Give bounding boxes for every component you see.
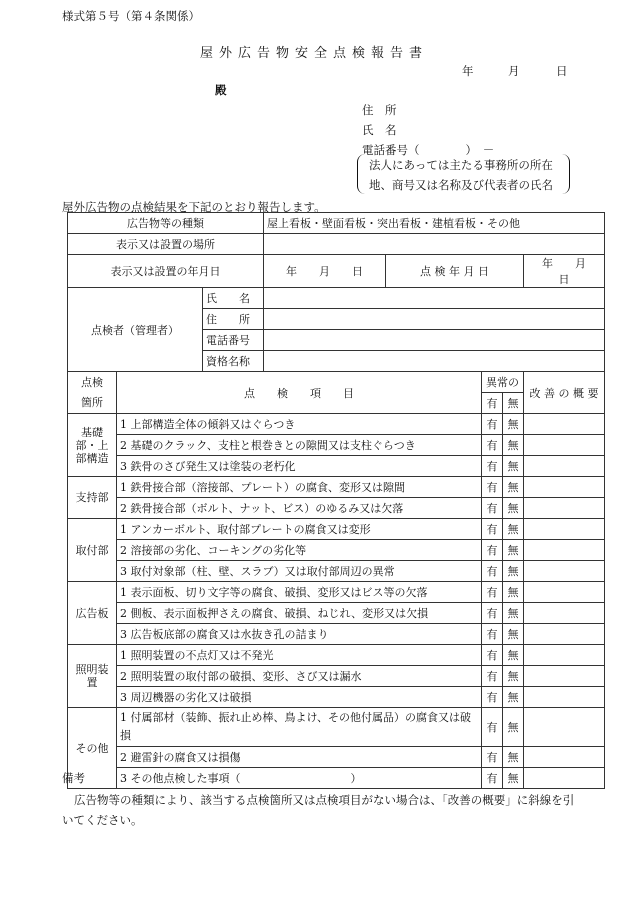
item-row: [68, 414, 605, 435]
item-row: [68, 603, 605, 624]
improvement-summary-cell[interactable]: [524, 540, 605, 561]
inspect-date-value[interactable]: 年 月 日: [524, 255, 605, 288]
item-row: [68, 456, 605, 477]
item-text: 1 鉄骨接合部（溶接部、プレート）の腐食、変形又は隙間: [117, 477, 482, 498]
item-row: [68, 747, 605, 768]
no-checkbox[interactable]: 無: [503, 561, 524, 582]
section-name: 支持部: [68, 477, 117, 519]
no-checkbox[interactable]: 無: [503, 645, 524, 666]
improvement-summary-cell[interactable]: [524, 708, 605, 747]
improvement-summary-cell[interactable]: [524, 687, 605, 708]
inspector-address-value[interactable]: [264, 309, 605, 330]
improvement-summary-cell[interactable]: [524, 645, 605, 666]
inspector-field-phone: 電話番号: [203, 330, 264, 351]
section-name: 基礎部・上部構造: [68, 414, 117, 477]
no-checkbox[interactable]: 無: [503, 708, 524, 747]
no-checkbox[interactable]: 無: [503, 747, 524, 768]
no-checkbox[interactable]: 無: [503, 456, 524, 477]
date-month: 月: [508, 64, 520, 78]
inspector-phone-value[interactable]: [264, 330, 605, 351]
item-row: [68, 561, 605, 582]
no-checkbox[interactable]: 無: [503, 477, 524, 498]
item-text: 2 溶接部の劣化、コーキングの劣化等: [117, 540, 482, 561]
notes-heading: 備考: [62, 771, 85, 785]
report-date: [462, 63, 568, 79]
date-year: 年: [462, 64, 474, 78]
section-name: その他: [68, 708, 117, 789]
yes-checkbox[interactable]: 有: [482, 477, 503, 498]
improvement-summary-cell[interactable]: [524, 582, 605, 603]
reporter-address-label: 住 所: [362, 103, 397, 117]
inspector-field-address: 住 所: [203, 309, 264, 330]
no-checkbox[interactable]: 無: [503, 519, 524, 540]
item-text: 2 鉄骨接合部（ボルト、ナット、ビス）のゆるみ又は欠落: [117, 498, 482, 519]
yes-checkbox[interactable]: 有: [482, 645, 503, 666]
item-text: 1 表示面板、切り文字等の腐食、破損、変形又はビス等の欠落: [117, 582, 482, 603]
yes-checkbox[interactable]: 有: [482, 582, 503, 603]
improvement-summary-cell[interactable]: [524, 666, 605, 687]
yes-checkbox[interactable]: 有: [482, 747, 503, 768]
yes-checkbox[interactable]: 有: [482, 666, 503, 687]
item-row: [68, 768, 605, 789]
item-text: 3 周辺機器の劣化又は破損: [117, 687, 482, 708]
improvement-summary-cell[interactable]: [524, 519, 605, 540]
header-item: 点 検 項 目: [117, 372, 482, 414]
no-checkbox[interactable]: 無: [503, 498, 524, 519]
improvement-summary-cell[interactable]: [524, 414, 605, 435]
intro-text: 屋外広告物の点検結果を下記のとおり報告します。: [62, 200, 326, 214]
addressee: 殿: [215, 83, 227, 97]
yes-checkbox[interactable]: 有: [482, 603, 503, 624]
improvement-summary-cell[interactable]: [524, 768, 605, 789]
no-checkbox[interactable]: 無: [503, 414, 524, 435]
item-text: 2 側板、表示面板押さえの腐食、破損、ねじれ、変形又は欠損: [117, 603, 482, 624]
corporate-note-line1: 法人にあっては主たる事務所の所在: [369, 158, 553, 172]
item-row: [68, 582, 605, 603]
item-row: [68, 687, 605, 708]
section-name: 取付部: [68, 519, 117, 582]
section-name: 照明装置: [68, 645, 117, 708]
yes-checkbox[interactable]: 有: [482, 540, 503, 561]
yes-checkbox[interactable]: 有: [482, 435, 503, 456]
item-text: 3 鉄骨のさび発生又は塗装の老朽化: [117, 456, 482, 477]
item-row: [68, 645, 605, 666]
yes-checkbox[interactable]: 有: [482, 624, 503, 645]
yes-checkbox[interactable]: 有: [482, 708, 503, 747]
header-yes: 有: [482, 393, 503, 414]
item-text: 2 照明装置の取付部の破損、変形、さび又は漏水: [117, 666, 482, 687]
inspector-name-value[interactable]: [264, 288, 605, 309]
type-value: 屋上看板・壁面看板・突出看板・建植看板・その他: [264, 213, 605, 234]
location-label: 表示又は設置の場所: [68, 234, 264, 255]
improvement-summary-cell[interactable]: [524, 747, 605, 768]
inspect-date-label: 点 検 年 月 日: [386, 255, 524, 288]
no-checkbox[interactable]: 無: [503, 624, 524, 645]
improvement-summary-cell[interactable]: [524, 561, 605, 582]
item-row: [68, 519, 605, 540]
improvement-summary-cell[interactable]: [524, 498, 605, 519]
yes-checkbox[interactable]: 有: [482, 519, 503, 540]
item-row: [68, 435, 605, 456]
inspection-sections: [68, 414, 605, 789]
item-row: [68, 477, 605, 498]
item-row: [68, 498, 605, 519]
no-checkbox[interactable]: 無: [503, 540, 524, 561]
header-no: 無: [503, 393, 524, 414]
header-place: 点検 箇所: [68, 372, 117, 414]
item-text: 3 取付対象部（柱、壁、スラブ）又は取付部周辺の異常: [117, 561, 482, 582]
no-checkbox[interactable]: 無: [503, 666, 524, 687]
improvement-summary-cell[interactable]: [524, 603, 605, 624]
page-title: 屋外広告物安全点検報告書: [200, 46, 429, 61]
no-checkbox[interactable]: 無: [503, 687, 524, 708]
item-text: 2 避雷針の腐食又は損傷: [117, 747, 482, 768]
yes-checkbox[interactable]: 有: [482, 456, 503, 477]
no-checkbox[interactable]: 無: [503, 582, 524, 603]
type-label: 広告物等の種類: [68, 213, 264, 234]
item-text: 1 アンカーボルト、取付部プレートの腐食又は変形: [117, 519, 482, 540]
date-day: 日: [556, 64, 568, 78]
no-checkbox[interactable]: 無: [503, 768, 524, 789]
item-text: 1 付属部材（装飾、振れ止め棒、鳥よけ、その他付属品）の腐食又は破損: [117, 708, 482, 747]
yes-checkbox[interactable]: 有: [482, 768, 503, 789]
yes-checkbox[interactable]: 有: [482, 561, 503, 582]
inspector-qualification-value[interactable]: [264, 351, 605, 372]
location-value[interactable]: [264, 234, 605, 255]
section-name: 広告板: [68, 582, 117, 645]
header-summary: 改 善 の 概 要: [524, 372, 605, 414]
item-text: 3 広告板底部の腐食又は水抜き孔の詰まり: [117, 624, 482, 645]
item-text: 3 その他点検した事項（ ）: [117, 768, 482, 789]
inspection-table: [67, 212, 609, 789]
install-date-value[interactable]: 年 月 日: [264, 255, 386, 288]
improvement-summary-cell[interactable]: [524, 477, 605, 498]
no-checkbox[interactable]: 無: [503, 603, 524, 624]
improvement-summary-cell[interactable]: [524, 435, 605, 456]
yes-checkbox[interactable]: 有: [482, 687, 503, 708]
improvement-summary-cell[interactable]: [524, 624, 605, 645]
item-text: 1 照明装置の不点灯又は不発光: [117, 645, 482, 666]
inspector-label: 点検者（管理者）: [68, 288, 203, 372]
install-date-label: 表示又は設置の年月日: [68, 255, 264, 288]
inspector-field-name: 氏 名: [203, 288, 264, 309]
item-text: 2 基礎のクラック、支柱と根巻きとの隙間又は支柱ぐらつき: [117, 435, 482, 456]
form-number: 様式第５号（第４条関係）: [62, 9, 200, 23]
reporter-phone-label: 電話番号（ ） －: [362, 143, 495, 157]
item-row: [68, 540, 605, 561]
notes-text: 広告物等の種類により、該当する点検箇所又は点検項目がない場合は、「改善の概要」に斜線を引いてください。: [62, 793, 575, 827]
corporate-note-line2: 地、商号又は名称及び代表者の氏名: [369, 178, 553, 192]
no-checkbox[interactable]: 無: [503, 435, 524, 456]
item-text: 1 上部構造全体の傾斜又はぐらつき: [117, 414, 482, 435]
improvement-summary-cell[interactable]: [524, 456, 605, 477]
reporter-name-label: 氏 名: [362, 123, 397, 137]
item-row: [68, 666, 605, 687]
yes-checkbox[interactable]: 有: [482, 498, 503, 519]
header-abnormal: 異常の: [482, 372, 524, 393]
yes-checkbox[interactable]: 有: [482, 414, 503, 435]
inspector-field-qualification: 資格名称: [203, 351, 264, 372]
item-row: [68, 624, 605, 645]
item-row: [68, 708, 605, 747]
